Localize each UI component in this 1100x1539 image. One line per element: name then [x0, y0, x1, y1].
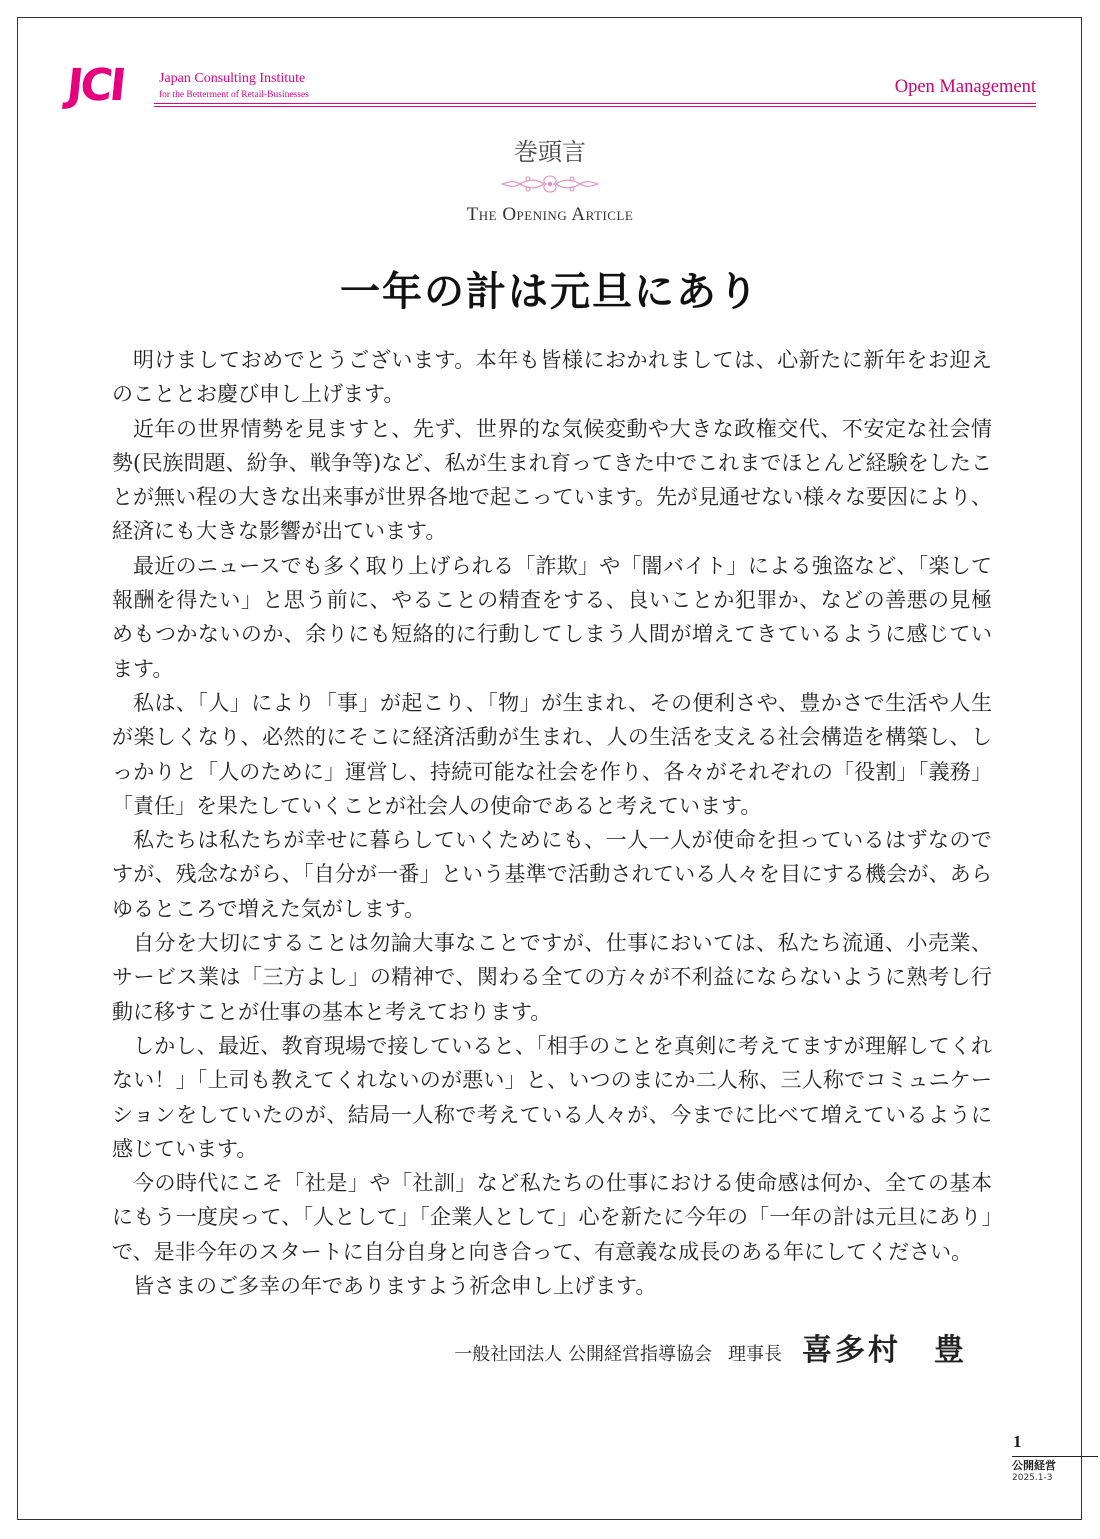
- author-organization: 一般社団法人 公開経営指導協会: [454, 1344, 712, 1365]
- section-label-jp: 巻頭言: [514, 138, 586, 166]
- footer-rule: [1012, 1456, 1098, 1457]
- paragraph: 自分を大切にすることは勿論大事なことですが、仕事においては、私たち流通、小売業、サービス業は「三方よし」の精神で、関わる全ての方々が不利益にならないように熟考し行動に移すことが仕事の基本と考えております。: [112, 931, 992, 1024]
- paragraph: 明けましておめでとうございます。本年も皆様におかれましては、心新たに新年をお迎えのこととお慶び申し上げます。: [112, 348, 992, 407]
- footer-magazine: 公開経営: [1012, 1459, 1056, 1472]
- page-number: 1: [1013, 1432, 1022, 1451]
- author-name: 喜多村 豊: [802, 1333, 967, 1368]
- paragraph: 近年の世界情勢を見ますと、先ず、世界的な気候変動や大きな政権交代、不安定な社会情勢(民族問題、紛争、戦争等)など、私が生まれ育ってきた中でこれまでほとんど経験をしたことが無い程の大きな出来事が世界各地で起こっています。先が見通せない様々な要因により、経済にも大きな影響が出ています。: [112, 416, 992, 544]
- floral-ornament-icon: [498, 172, 602, 196]
- paragraph: しかし、最近、教育現場で接していると、「相手のことを真剣に考えてますが理解してくれない！」「上司も教えてくれないのが悪い」と、いつのまにか二人称、三人称でコミュニケーションをしていたのが、結局一人称で考えている人々が、今までに比べて増えているように感じています。: [112, 1033, 992, 1161]
- footer-issue: 2025.1-3: [1012, 1473, 1053, 1483]
- paragraph: 最近のニュースでも多く取り上げられる「詐欺」や「闇バイト」による強盗など、「楽して報酬を得たい」と思う前に、やることの精査をする、良いことか犯罪か、などの善悪の見極めもつかないのか、余りにも短絡的に行動してしまう人間が増えてきているように感じています。: [112, 553, 992, 681]
- article-body: [112, 343, 992, 1303]
- article-title: 一年の計は元旦にあり: [340, 268, 760, 315]
- author-signature: [454, 1325, 967, 1369]
- section-label-en: The Opening Article: [466, 204, 634, 225]
- header-rule-thin: [154, 106, 1036, 107]
- paragraph: 私たちは私たちが幸せに暮らしていくためにも、一人一人が使命を担っているはずなのですが、残念ながら、「自分が一番」という基準で活動されている人々を目にする機会が、あらゆるところで増えた気がします。: [112, 828, 992, 921]
- author-role: 理事長: [728, 1344, 782, 1365]
- header-rule: [154, 103, 1036, 104]
- institute-subtitle: for the Betterment of Retail-Businesses: [159, 90, 309, 100]
- paragraph: 皆さまのご多幸の年でありますよう祈念申し上げます。: [133, 1274, 657, 1299]
- jci-logo: JCI: [64, 60, 126, 111]
- paragraph: 私は、「人」により「事」が起こり、「物」が生まれ、その便利さや、豊かさで生活や人生が楽しくなり、必然的にそこに経済活動が生まれ、人の生活を支える社会構造を構築し、しっかりと「人のために」運営し、持続可能な社会を作り、各々がそれぞれの「役割」「義務」「責任」を果たしていくことが社会人の使命であると考えています。: [112, 690, 992, 818]
- paragraph: 今の時代にこそ「社是」や「社訓」など私たちの仕事における使命感は何か、全ての基本にもう一度戻って、「人として」「企業人として」心を新たに今年の「一年の計は元旦にあり」で、是非今年のスタートに自分自身と向き合って、有意義な成長のある年にしてください。: [112, 1171, 992, 1264]
- institute-name: Japan Consulting Institute: [159, 71, 306, 86]
- magazine-label: Open Management: [894, 77, 1036, 97]
